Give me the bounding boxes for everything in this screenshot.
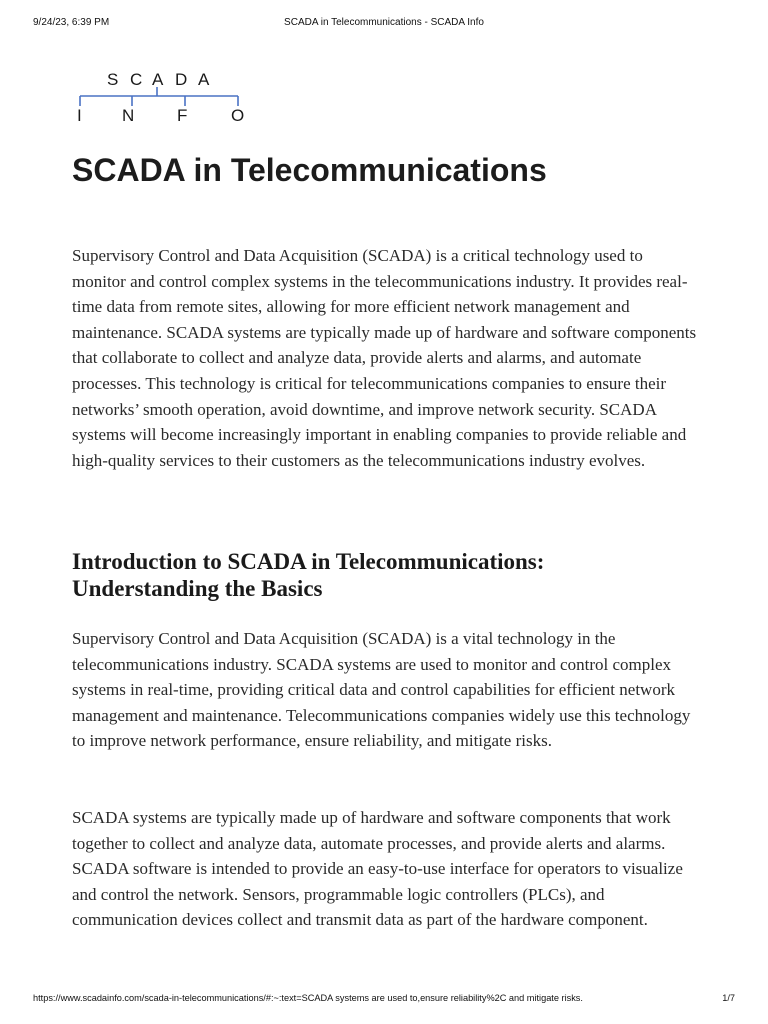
scada-info-logo[interactable] [74, 68, 254, 128]
print-footer [33, 993, 735, 1005]
print-date: 9/24/23, 6:39 PM [33, 17, 110, 28]
section-paragraph: Supervisory Control and Data Acquisition (SCADA) is a vital technology in the telecommunications industry. SCADA systems are used to monitor and control complex systems in real-time, providing critical data and control capabilities for efficient network management and maintenance. Telecommunications companies widely use this technology to improve network performance, ensure reliability, and mitigate risks. [72, 629, 691, 751]
logo-letter: D [175, 70, 188, 89]
page-indicator: 1/7 [722, 993, 735, 1003]
print-url: https://www.scadainfo.com/scada-in-telecommunications/#:~:text=SCADA systems are used to,ensure reliability%2C and mitigate risks. [33, 993, 583, 1003]
logo-letter: A [198, 70, 210, 89]
article-title: SCADA in Telecommunications [72, 152, 547, 188]
section-heading: Introduction to SCADA in Telecommunications: Understanding the Basics [72, 549, 545, 601]
section-paragraph: SCADA systems are typically made up of hardware and software components that work together to collect and analyze data, automate processes, and provide alerts and alarms. SCADA software is intended to provide an easy-to-use interface for operators to visualize and control the network. Sensors, programmable logic controllers (PLCs), and communication devices collect and transmit data as part of the hardware component. [72, 808, 683, 930]
print-page-title: SCADA in Telecommunications - SCADA Info [284, 17, 484, 28]
logo-letter: C [130, 70, 143, 89]
logo-lines [74, 68, 254, 128]
logo-letter: I [77, 106, 82, 125]
logo-letter: O [231, 106, 245, 125]
logo-letter: N [122, 106, 135, 125]
print-header [33, 17, 735, 31]
logo-letter: F [177, 106, 188, 125]
intro-paragraph: Supervisory Control and Data Acquisition (SCADA) is a critical technology used to monitor and control complex systems in the telecommunications industry. It provides real-time data from remote sites, allowing for more efficient network management and maintenance. SCADA systems are typically made up of hardware and software components that collaborate to collect and analyze data, provide alerts and alarms, and automate processes. This technology is critical for telecommunications companies to ensure their networks’ smooth operation, avoid downtime, and improve network security. SCADA systems will become increasingly important in enabling companies to provide reliable and high-quality services to their customers as the telecommunications industry evolves. [72, 246, 697, 470]
logo-letter: A [152, 70, 164, 89]
logo-letter: S [107, 70, 119, 89]
